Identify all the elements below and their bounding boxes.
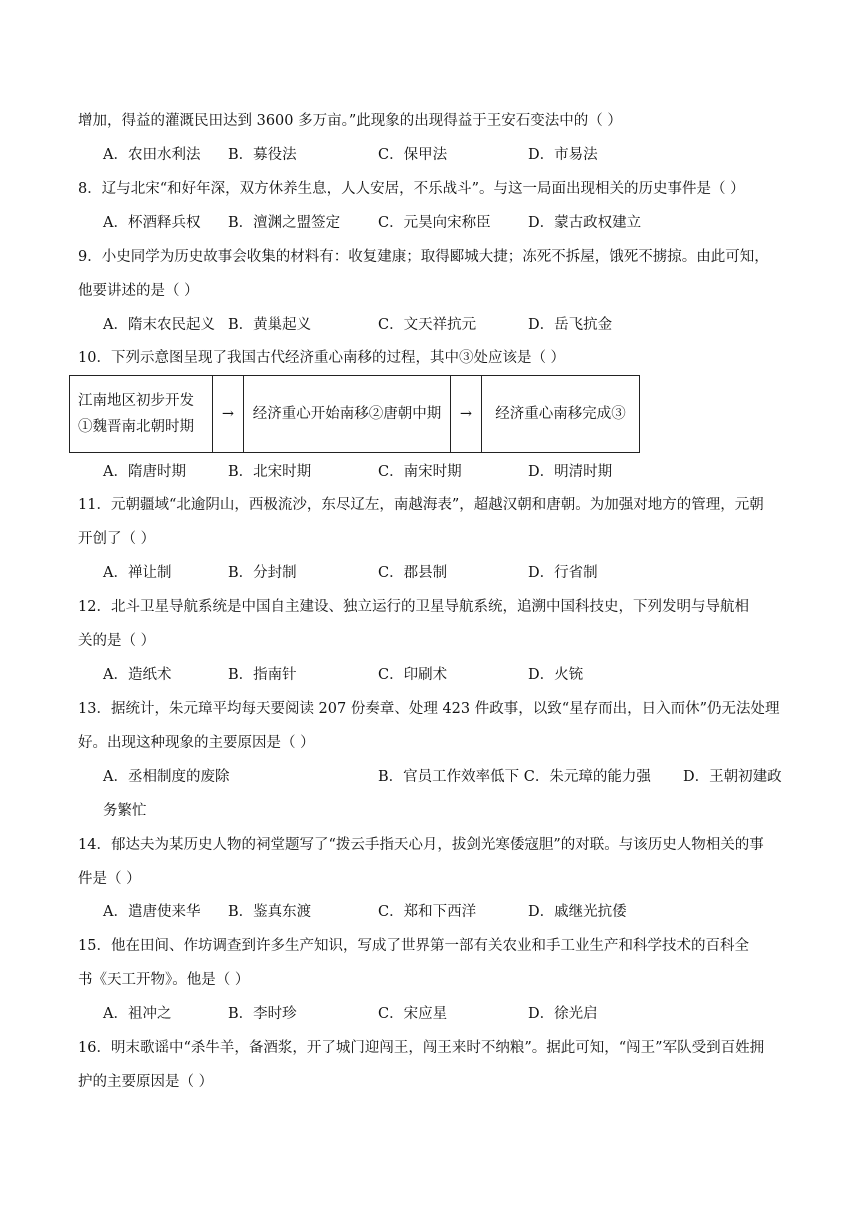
- option-a: A．造纸术: [103, 667, 172, 683]
- question-15-stem-cont: 书《天工开物》。他是（ ）: [78, 972, 250, 988]
- question-11-stem-cont: 开创了（ ）: [78, 531, 156, 547]
- flow-box-2: 经济重心开始南移②唐朝中期: [244, 376, 451, 453]
- question-14-options: [103, 902, 803, 922]
- option-a: A．农田水利法: [103, 147, 201, 163]
- option-b-c: B．官员工作效率低下 C．朱元璋的能力强: [378, 769, 651, 785]
- option-d: D．徐光启: [528, 1006, 598, 1022]
- option-d: D．岳飞抗金: [528, 317, 613, 333]
- question-9-stem-cont: 他要讲述的是（ ）: [78, 283, 199, 299]
- option-d: D．火铳: [528, 667, 584, 683]
- option-b: B．李时珍: [228, 1006, 297, 1022]
- option-c: C．郡县制: [378, 565, 448, 581]
- option-a: A．隋末农民起义: [103, 317, 215, 333]
- question-10-options: [103, 462, 803, 482]
- question-9-stem: 9．小史同学为历史故事会收集的材料有：收复建康；取得郾城大捷；冻死不拆屋，饿死不掳掠。由此可知，: [78, 249, 769, 265]
- question-7-stem-end: 增加，得益的灌溉民田达到 3600 多万亩。”此现象的出现得益于王安石变法中的（ ）: [78, 113, 622, 129]
- flow-arrow-1: →: [213, 376, 244, 453]
- option-c: C．宋应星: [378, 1006, 448, 1022]
- option-d: D．明清时期: [528, 464, 613, 480]
- question-16-stem: 16．明末歌谣中“杀牛羊，备酒浆，开了城门迎闯王，闯王来时不纳粮”。据此可知，“闯王”军队受到百姓拥: [78, 1040, 765, 1056]
- option-a: A．祖冲之: [103, 1006, 172, 1022]
- flow-box-1-line-1: 江南地区初步开发: [78, 393, 194, 409]
- question-15-stem: 15．他在田间、作坊调查到许多生产知识，写成了世界第一部有关农业和手工业生产和科学技术的百科全: [78, 938, 749, 954]
- option-a: A．隋唐时期: [103, 464, 186, 480]
- question-10-stem: 10．下列示意图呈现了我国古代经济重心南移的过程，其中③处应该是（ ）: [78, 350, 566, 366]
- option-a: A．禅让制: [103, 565, 172, 581]
- option-c: C．文天祥抗元: [378, 317, 477, 333]
- option-b: B．黄巢起义: [228, 317, 312, 333]
- option-c: C．元昊向宋称臣: [378, 215, 491, 231]
- option-d: D．市易法: [528, 147, 598, 163]
- question-12-options: [103, 665, 803, 685]
- question-16-stem-cont: 护的主要原因是（ ）: [78, 1074, 214, 1090]
- flow-box-3: 经济重心南移完成③: [482, 376, 640, 453]
- question-15-options: [103, 1004, 803, 1024]
- question-14-stem: 14．郁达夫为某历史人物的祠堂题写了“拨云手指天心月，拔剑光寒倭寇胆”的对联。与该历史人物相关的事: [78, 837, 764, 853]
- option-b: B．北宋时期: [228, 464, 312, 480]
- option-a: A．遣唐使来华: [103, 904, 201, 920]
- option-b: B．分封制: [228, 565, 297, 581]
- flow-box-1: [70, 376, 213, 453]
- question-11-options: [103, 563, 803, 583]
- question-8-options: [103, 213, 803, 233]
- question-12-stem-cont: 关的是（ ）: [78, 633, 156, 649]
- question-7-options: [103, 145, 803, 165]
- question-12-stem: 12．北斗卫星导航系统是中国自主建设、独立运行的卫星导航系统，追溯中国科技史，下列发明与导航相: [78, 599, 749, 615]
- option-a: A．杯酒释兵权: [103, 215, 201, 231]
- flow-arrow-2: →: [451, 376, 482, 453]
- question-13-stem-cont: 好。出现这种现象的主要原因是（ ）: [78, 735, 315, 751]
- option-c: C．印刷术: [378, 667, 448, 683]
- option-d: D．蒙古政权建立: [528, 215, 642, 231]
- option-b: B．澶渊之盟签定: [228, 215, 341, 231]
- question-11-stem: 11．元朝疆域“北逾阴山，西极流沙，东尽辽左，南越海表”，超越汉朝和唐朝。为加强对地方的管理，元朝: [78, 497, 764, 513]
- option-b: B．指南针: [228, 667, 297, 683]
- option-c: C．保甲法: [378, 147, 448, 163]
- option-c: C．郑和下西洋: [378, 904, 477, 920]
- option-b: B．鉴真东渡: [228, 904, 312, 920]
- option-b: B．募役法: [228, 147, 297, 163]
- option-d: D．戚继光抗倭: [528, 904, 627, 920]
- option-a: A．丞相制度的废除: [103, 769, 230, 785]
- question-13-stem: 13．据统计，朱元璋平均每天要阅读 207 份奏章、处理 423 件政事，以致“星存而出，日入而休”仍无法处理: [78, 701, 780, 717]
- option-d: D．王朝初建政: [683, 769, 782, 785]
- flow-box-1-line-2: ①魏晋南北朝时期: [78, 419, 194, 435]
- option-c: C．南宋时期: [378, 464, 462, 480]
- question-8-stem: 8．辽与北宋“和好年深，双方休养生息，人人安居，不乐战斗”。与这一局面出现相关的历史事件是（ ）: [78, 181, 745, 197]
- question-9-options: [103, 315, 803, 335]
- question-13-options: [103, 767, 803, 787]
- economic-center-flow-diagram: [69, 375, 640, 453]
- option-d: D．行省制: [528, 565, 598, 581]
- question-13-option-d-cont: 务繁忙: [103, 803, 147, 819]
- question-14-stem-cont: 件是（ ）: [78, 871, 141, 887]
